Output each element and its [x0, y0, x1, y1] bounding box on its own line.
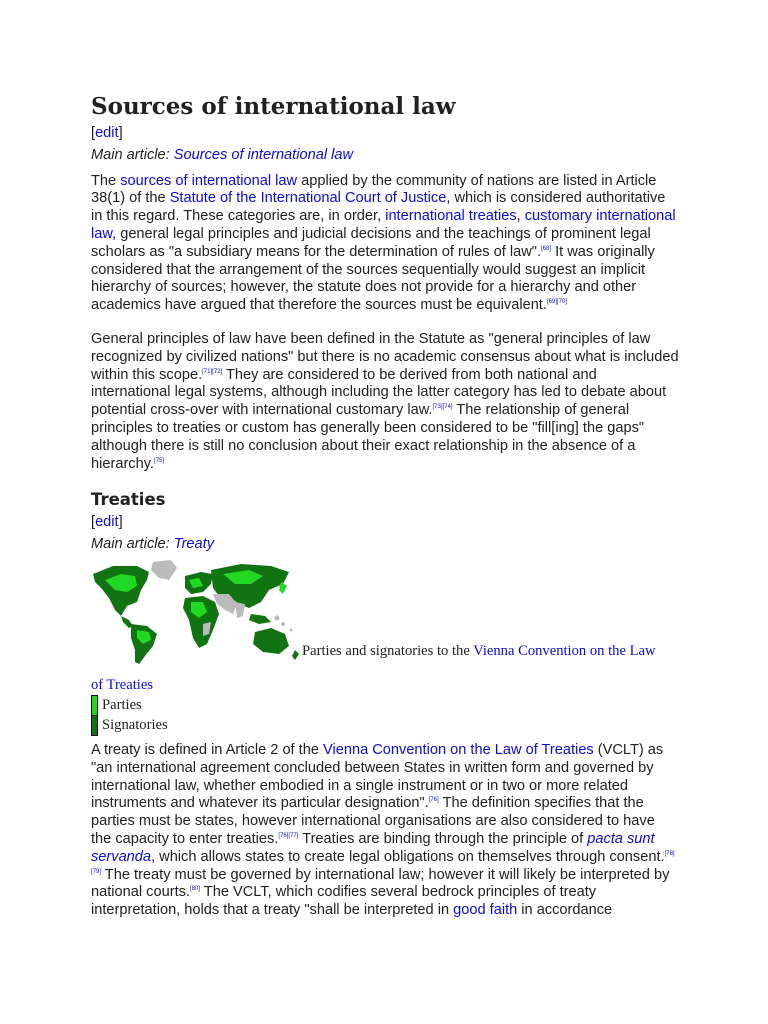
paragraph-sources-1: The sources of international law applied by the community of nations are listed in Article 38(1) of the Statute of the International Court of Justice, which is considered authoritative in this regard. These categories are, in order, international treaties, customary international law, general legal principles and judicial decisions and the teachings of prominent legal scholars as "a subsidiary means for the determination of rules of law".[68] It was originally considered that the arrangement of the sources sequentially would suggest an implicit hierarchy of sources; however, the statute does not provide for a hierarchy and other academics have argued that therefore the sources must be equivalent.[69][70]: [91, 172, 676, 314]
citation-76[interactable]: [76]: [428, 797, 439, 804]
hatnote-sources: Main article: Sources of international law: [91, 146, 354, 163]
world-map-image[interactable]: [91, 558, 303, 668]
link-sources-of-international-law[interactable]: sources of international law: [120, 172, 298, 189]
link-icj-statute[interactable]: Statute of the International Court of Justice: [169, 190, 447, 207]
link-pacta-sunt-servanda[interactable]: pacta sunt servanda: [91, 830, 655, 865]
article-content: [91, 92, 679, 920]
caption-link-vclt-cont[interactable]: of Treaties: [91, 676, 154, 693]
citation-76-77[interactable]: [76][77]: [278, 833, 299, 840]
link-good-faith[interactable]: good faith: [453, 902, 518, 919]
legend-swatch-parties: [91, 695, 98, 716]
vclt-map-figure: [91, 558, 679, 680]
edit-section-treaties: [edit]: [91, 514, 123, 531]
world-map-landmasses: [93, 560, 299, 664]
legend-swatch-signatories: [91, 715, 98, 736]
map-legend: [91, 696, 679, 736]
citation-78-79[interactable]: [78][79]: [91, 850, 675, 875]
citation-73-74[interactable]: [73][74]: [432, 404, 453, 411]
edit-link-treaties[interactable]: edit: [95, 514, 119, 531]
caption-link-vclt[interactable]: Vienna Convention on the Law: [473, 642, 656, 659]
citation-80[interactable]: [80]: [189, 886, 200, 893]
link-customary-international-law[interactable]: customary international law: [91, 208, 676, 242]
section-heading-sources: Sources of international law: [91, 93, 456, 120]
section-heading-treaties: Treaties: [91, 490, 166, 510]
legend-item-signatories: Signatories: [91, 716, 679, 736]
citation-71-72[interactable]: [71][72]: [202, 368, 223, 375]
edit-section-sources: [edit]: [91, 125, 123, 141]
edit-link-sources[interactable]: edit: [95, 125, 119, 141]
legend-item-parties: Parties: [91, 696, 679, 716]
link-international-treaties[interactable]: international treaties: [385, 208, 517, 225]
paragraph-sources-2: General principles of law have been defined in the Statute as "general principles of law recognized by civilized nations" but there is no academic consensus about what is included within this scope.[71][72] They are considered to be derived from both national and international legal systems, although including the latter category has led to debate about potential cross-over with international customary law.[73][74] The relationship of general principles to treaties or custom has generally been considered to be "fill[ing] the gaps" although there is still no conclusion about their exact relationship in the absence of a hierarchy.[75]: [91, 330, 679, 472]
main-article-link-sources[interactable]: Sources of international law: [173, 146, 354, 163]
figure-caption-line1: Parties and signatories to the Vienna Convention on the Law: [302, 642, 656, 659]
link-vclt[interactable]: Vienna Convention on the Law of Treaties: [323, 741, 594, 758]
main-article-link-treaty[interactable]: Treaty: [173, 536, 215, 553]
citation-75[interactable]: [75]: [154, 457, 165, 464]
hatnote-treaties: Main article: Treaty: [91, 536, 215, 553]
citation-68[interactable]: [68]: [541, 245, 552, 252]
paragraph-treaties-1: A treaty is defined in Article 2 of the Vienna Convention on the Law of Treaties (VCLT) as "an international agreement concluded between States in written form and governed by international law, whether embodied in a single instrument or in two or more related instruments and whatever its particular designation".[76] The definition specifies that the parties must be states, however international organisations are also considered to have the capacity to enter treaties.[76][77] Treaties are binding through the principle of pacta sunt servanda, which allows states to create legal obligations on themselves through consent.[78][79] The treaty must be governed by international law; however it will likely be interpreted by national courts.[80] The VCLT, which codifies several bedrock principles of treaty interpretation, holds that a treaty "shall be interpreted in good faith in accordance: [91, 741, 675, 919]
citation-69-70[interactable]: [69][70]: [546, 299, 567, 306]
